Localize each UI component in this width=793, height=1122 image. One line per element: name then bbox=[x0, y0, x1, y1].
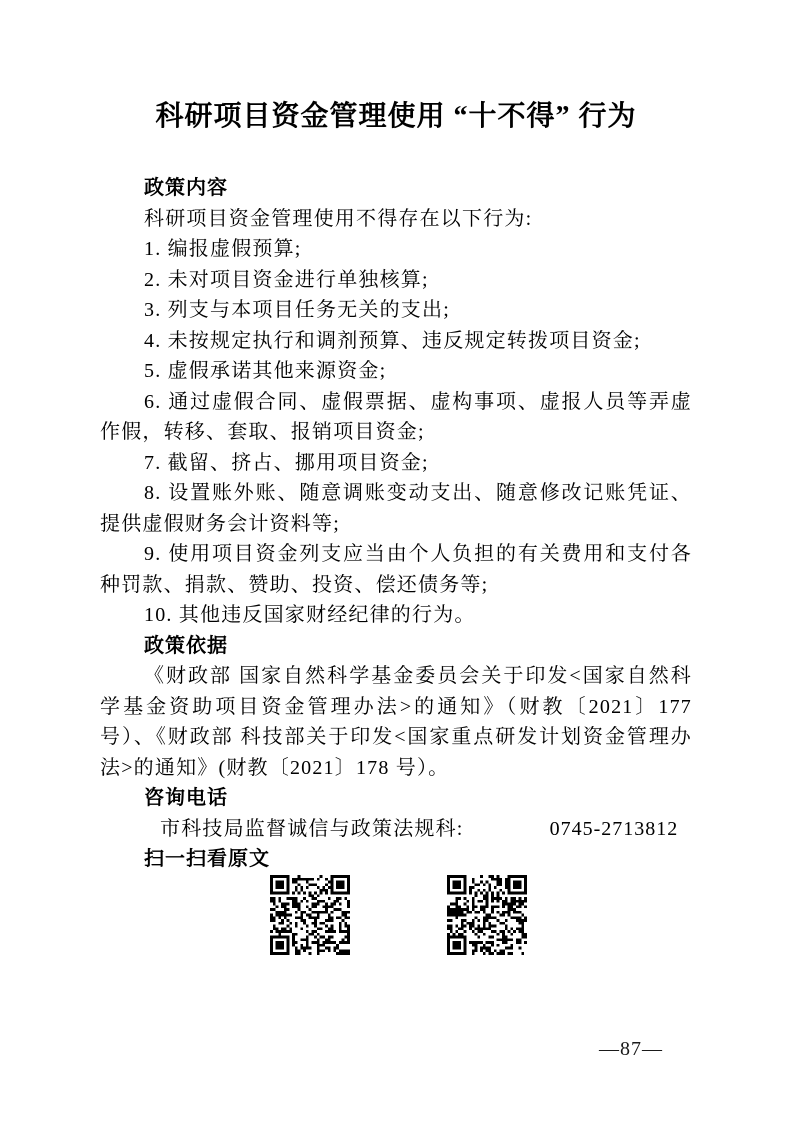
policy-item-4: 4. 未按规定执行和调剂预算、违反规定转拨项目资金; bbox=[144, 329, 641, 352]
consultation-heading: 咨询电话 bbox=[144, 787, 228, 809]
qr-code-row bbox=[270, 875, 692, 955]
qr-code-right-image bbox=[447, 875, 527, 955]
scan-heading: 扫一扫看原文 bbox=[144, 848, 270, 870]
policy-basis-body: 《财政部 国家自然科学基金委员会关于印发<国家自然科学基金资助项目资金管理办法>的通知》（财教〔2021〕177 号）、《财政部 科技部关于印发<国家重点研发计划资金管理办法>的通知》(财教〔2021〕178 号）。 bbox=[100, 665, 692, 779]
policy-item-2: 2. 未对项目资金进行单独核算; bbox=[144, 268, 429, 291]
policy-content-intro: 科研项目资金管理使用不得存在以下行为: bbox=[144, 207, 533, 230]
policy-item-6: 6. 通过虚假合同、虚假票据、虚构事项、虚报人员等弄虚作假，转移、套取、报销项目资金; bbox=[100, 390, 692, 443]
consultation-office: 市科技局监督诚信与政策法规科: bbox=[160, 817, 464, 840]
page-title: 科研项目资金管理使用 “十不得” 行为 bbox=[155, 101, 637, 132]
qr-code-left-image bbox=[270, 875, 350, 955]
qr-code-left bbox=[270, 875, 350, 955]
policy-item-8: 8. 设置账外账、随意调账变动支出、随意修改记账凭证、提供虚假财务会计资料等; bbox=[100, 482, 692, 535]
policy-item-3: 3. 列支与本项目任务无关的支出; bbox=[144, 299, 450, 321]
consultation-line bbox=[100, 814, 692, 845]
qr-code-right bbox=[447, 875, 527, 955]
policy-basis-heading: 政策依据 bbox=[144, 634, 228, 657]
policy-item-7: 7. 截留、挤占、挪用项目资金; bbox=[144, 451, 429, 474]
page-number: —87— bbox=[599, 1038, 663, 1060]
policy-item-1: 1. 编报虚假预算; bbox=[144, 238, 302, 260]
policy-item-9: 9. 使用项目资金列支应当由个人负担的有关费用和支付各种罚款、捐款、赞助、投资、偿还债务等; bbox=[100, 543, 692, 596]
consultation-phone: 0745-2713812 bbox=[549, 817, 679, 840]
policy-item-5: 5. 虚假承诺其他来源资金; bbox=[144, 360, 387, 382]
policy-content-heading: 政策内容 bbox=[144, 177, 228, 199]
policy-item-10: 10. 其他违反国家财经纪律的行为。 bbox=[144, 604, 476, 626]
